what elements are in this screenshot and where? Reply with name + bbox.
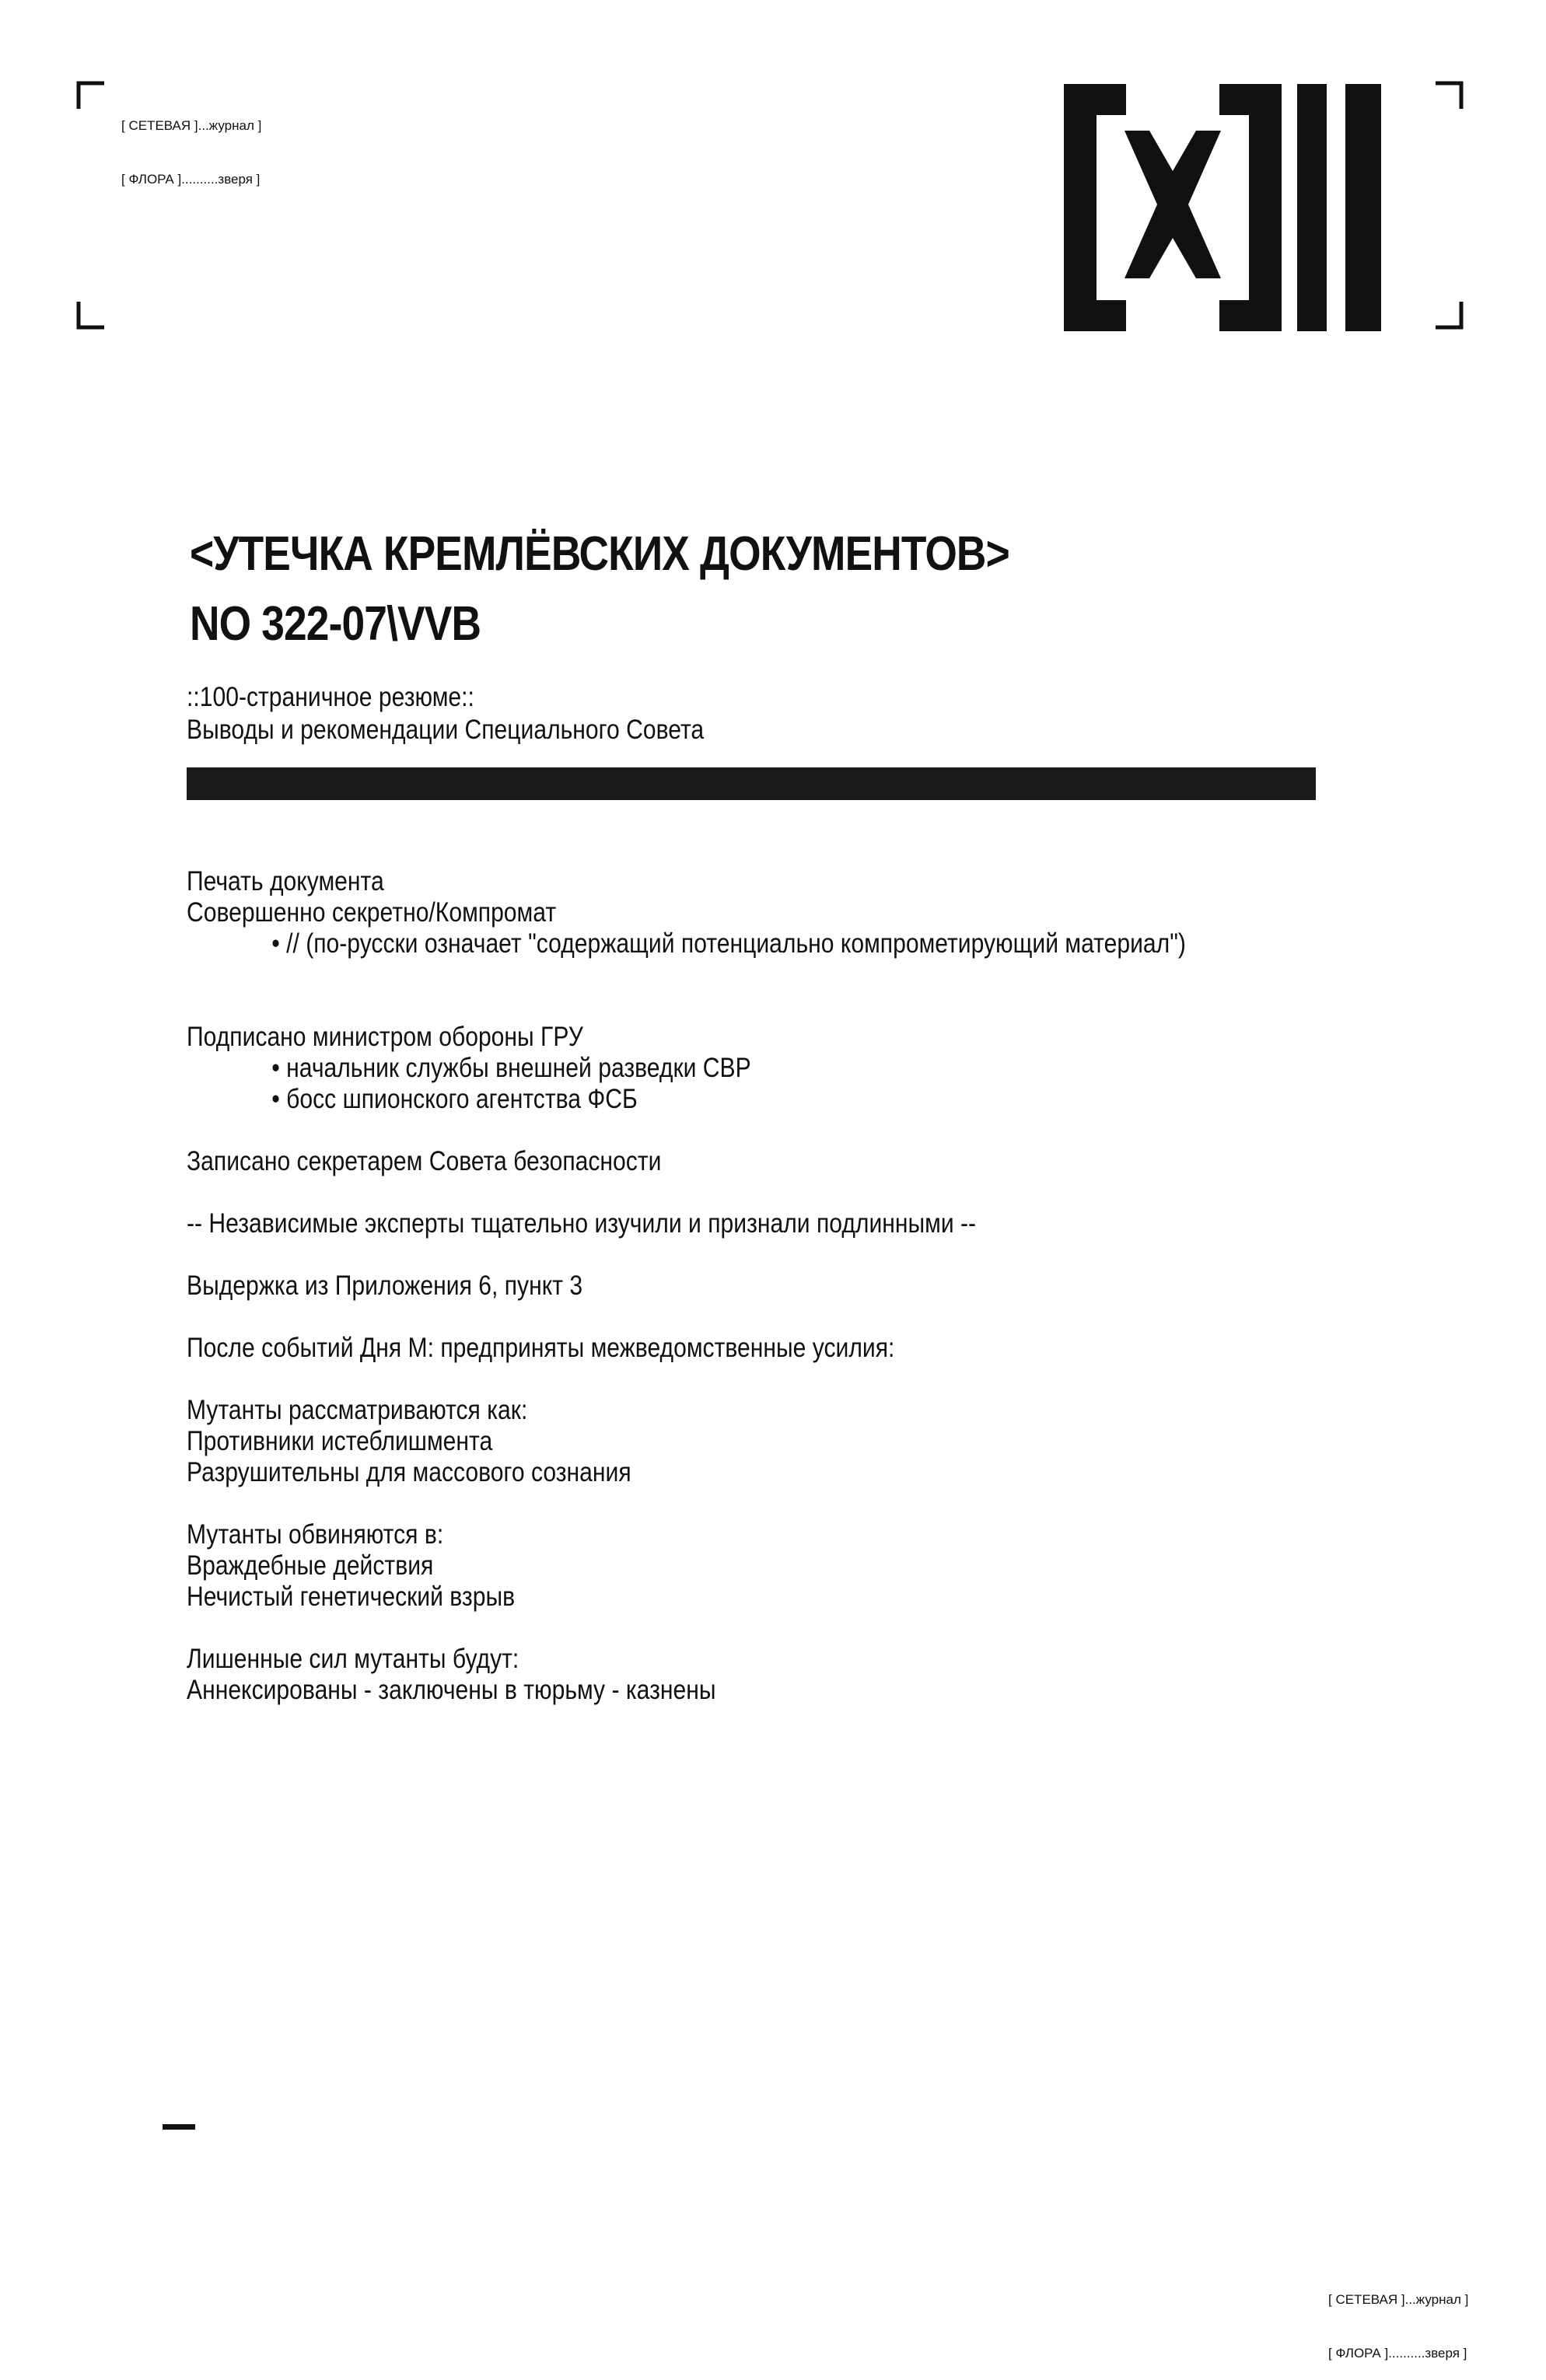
header-label-line1: [ СЕТЕВАЯ ]...журнал ] xyxy=(121,118,262,133)
footer-label-line2: [ ФЛОРА ]..........зверя ] xyxy=(1328,2346,1467,2361)
corner-bracket-top-right xyxy=(1436,81,1464,109)
redaction-bar xyxy=(187,767,1316,800)
signed-item: • начальник службы внешней разведки СВР xyxy=(271,1053,751,1083)
subtitle-line-2: Выводы и рекомендации Специального Совета xyxy=(187,715,705,745)
depowered-item: Аннексированы - заключены в тюрьму - казнены xyxy=(187,1675,716,1705)
page-dash-mark xyxy=(163,2124,195,2130)
corner-bracket-top-left xyxy=(76,81,104,109)
footer-label-line1: [ СЕТЕВАЯ ]...журнал ] xyxy=(1328,2292,1469,2307)
header-label xyxy=(121,81,261,206)
corner-bracket-bottom-left xyxy=(76,302,104,330)
title-line-2: NO 322-07\VVB xyxy=(190,597,481,651)
x-bracket-logo-icon xyxy=(1064,84,1381,331)
seal-value: Совершенно секретно/Компромат xyxy=(187,897,557,928)
excerpt-reference: Выдержка из Приложения 6, пункт 3 xyxy=(187,1270,583,1301)
accused-heading: Мутанты обвиняются в: xyxy=(187,1519,444,1550)
accused-item: Нечистый генетический взрыв xyxy=(187,1581,516,1612)
considered-item: Противники истеблишмента xyxy=(187,1426,493,1456)
subtitle-line-1: ::100-страничное резюме:: xyxy=(187,682,474,712)
considered-item: Разрушительны для массового сознания xyxy=(187,1457,631,1487)
verification-note: -- Независимые эксперты тщательно изучили и признали подлинными -- xyxy=(187,1208,977,1239)
signed-item: • босс шпионского агентства ФСБ xyxy=(271,1084,638,1114)
header-label-line2: [ ФЛОРА ]..........зверя ] xyxy=(121,172,261,187)
footer-label xyxy=(1328,2255,1468,2380)
document-title xyxy=(190,519,1009,659)
seal-heading: Печать документа xyxy=(187,866,384,896)
seal-note: • // (по-русски означает "содержащий потенциально компрометирующий материал") xyxy=(271,928,1186,959)
title-line-1: <УТЕЧКА КРЕМЛЁВСКИХ ДОКУМЕНТОВ> xyxy=(190,527,1009,581)
signed-by: Подписано министром обороны ГРУ xyxy=(187,1022,583,1052)
document-subtitle xyxy=(187,681,704,746)
depowered-heading: Лишенные сил мутанты будут: xyxy=(187,1644,519,1674)
accused-item: Враждебные действия xyxy=(187,1550,434,1581)
recorded-by: Записано секретарем Совета безопасности xyxy=(187,1146,662,1176)
considered-heading: Мутанты рассматриваются как: xyxy=(187,1395,528,1425)
document-body xyxy=(187,866,1186,1706)
corner-bracket-bottom-right xyxy=(1436,302,1464,330)
after-mday-line: После событий Дня М: предприняты межведомственные усилия: xyxy=(187,1333,895,1363)
